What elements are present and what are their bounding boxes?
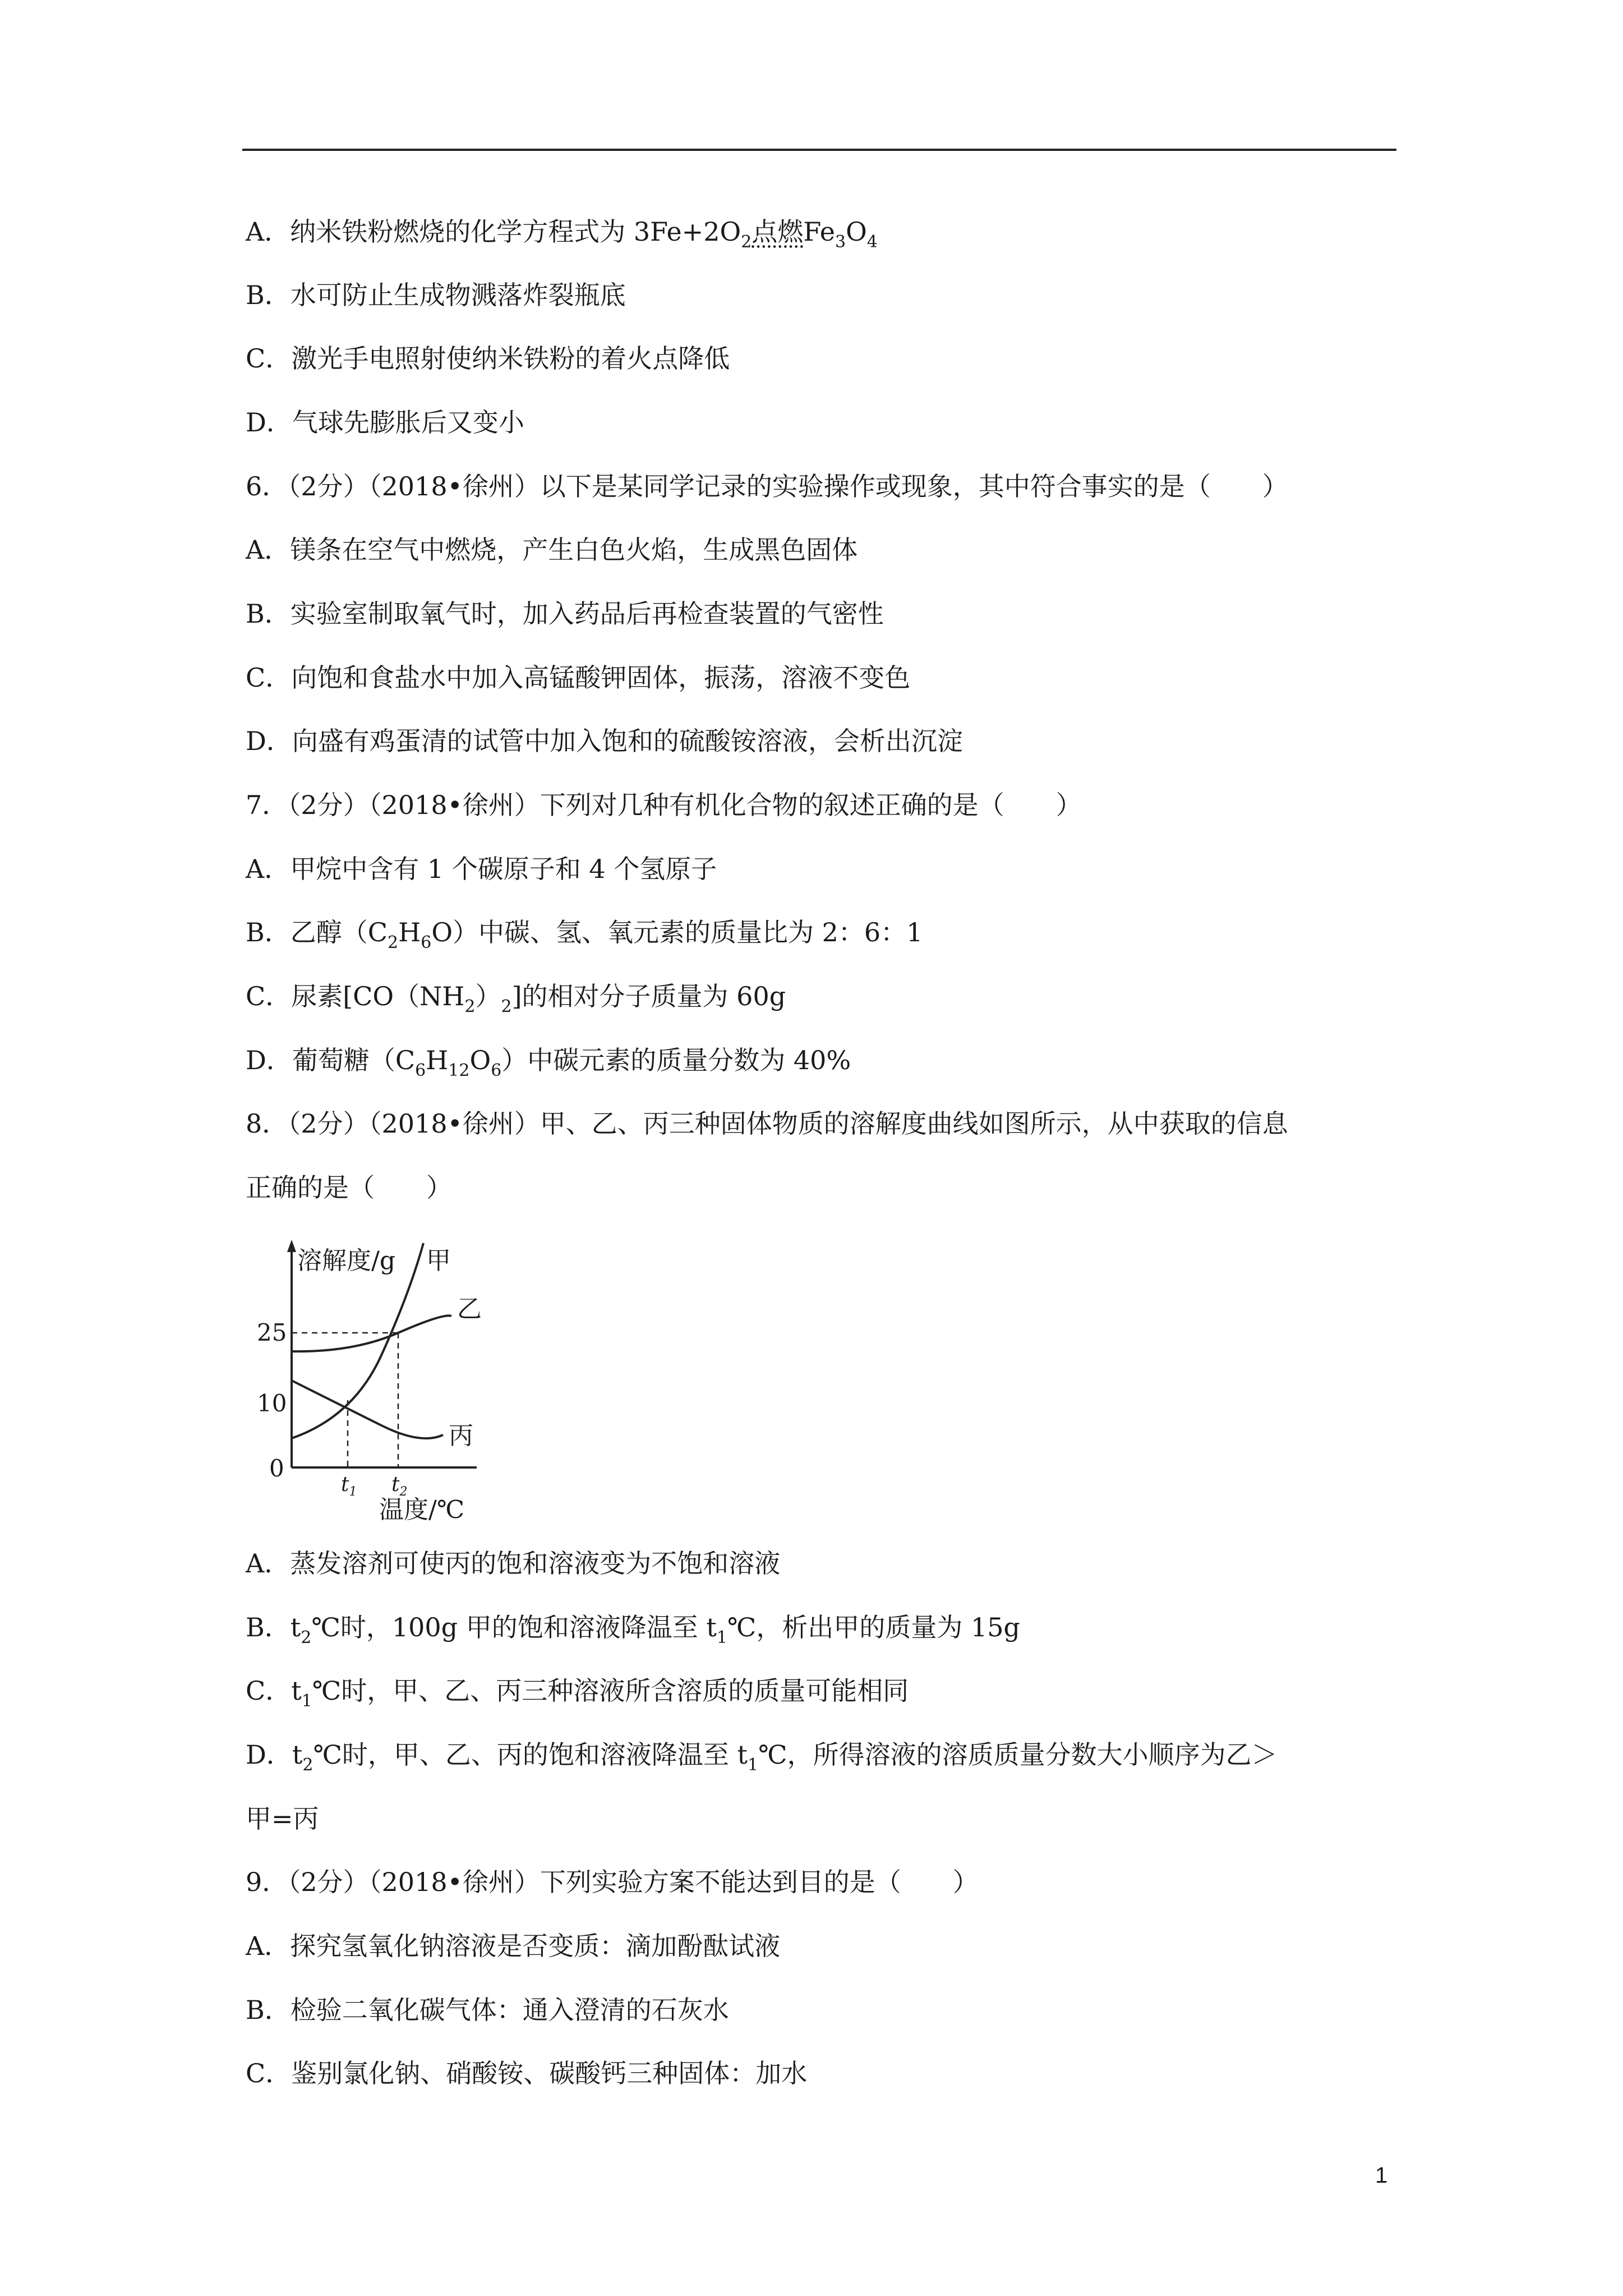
q8-option-a: A．蒸发溶剂可使丙的饱和溶液变为不饱和溶液 xyxy=(246,1548,781,1579)
tick-origin: 0 xyxy=(269,1455,284,1482)
q7-option-d: D．葡萄糖$(C_6H_{12}O_6)$中碳元素的质量分数为 40% xyxy=(246,1045,851,1080)
q8-stem-line2: 正确的是（ ） xyxy=(246,1172,452,1203)
q9-stem: 9．（2分）（2018•徐州）下列实验方案不能达到目的是（ ） xyxy=(246,1867,979,1897)
reaction-condition: 点燃 xyxy=(751,217,804,247)
q5-option-d: D．气球先膨胀后又变小 xyxy=(246,407,524,438)
x-axis-label: 温度/℃ xyxy=(379,1496,465,1524)
y-axis-label: 溶解度/g xyxy=(297,1246,395,1275)
label-bing: 丙 xyxy=(449,1421,473,1450)
y-axis-arrow xyxy=(287,1240,296,1252)
q6-option-a: A．镁条在空气中燃烧，产生白色火焰，生成黑色固体 xyxy=(246,535,858,565)
header-rule xyxy=(242,149,1396,151)
tick-10: 10 xyxy=(257,1389,287,1417)
q7-option-a: A．甲烷中含有 1 个碳原子和 4 个氢原子 xyxy=(246,854,717,884)
q8-option-b: B．$t_2℃$时，100g 甲的饱和溶液降温至 $t_1℃$，析出甲的质量为 15g xyxy=(246,1612,1020,1648)
q8-option-c: C．$t_1℃$时，甲、乙、丙三种溶液所含溶质的质量可能相同 xyxy=(246,1676,909,1711)
q5-option-b: B．水可防止生成物溅落炸裂瓶底 xyxy=(246,280,626,310)
q6-stem: 6．（2分）（2018•徐州）以下是某同学记录的实验操作或现象，其中符合事实的是（ ） xyxy=(246,471,1288,501)
q7-option-b: B．乙醇$(C_2H_6O)$中碳、氢、氧元素的质量比为 2：6：1 xyxy=(246,917,923,953)
page-number: 1 xyxy=(1375,2163,1388,2188)
q8-stem-line1: 8．（2分）（2018•徐州）甲、乙、丙三种固体物质的溶解度曲线如图所示，从中获取的信息 xyxy=(246,1108,1288,1139)
solubility-curve-figure xyxy=(241,1232,499,1524)
q6-option-d: D．向盛有鸡蛋清的试管中加入饱和的硫酸铵溶液，会析出沉淀 xyxy=(246,726,963,756)
q9-option-c: C．鉴别氯化钠、硝酸铵、碳酸钙三种固体：加水 xyxy=(246,2058,808,2088)
label-yi: 乙 xyxy=(457,1295,482,1323)
q8-option-d: D．$t_2℃$时，甲、乙、丙的饱和溶液降温至 $t_1℃$，所得溶液的溶质质量分数大小顺序为乙＞ xyxy=(246,1740,1278,1775)
q9-option-a: A．探究氢氧化钠溶液是否变质：滴加酚酞试液 xyxy=(246,1931,781,1961)
q6-option-b: B．实验室制取氧气时，加入药品后再检查装置的气密性 xyxy=(246,599,884,629)
label-jia: 甲 xyxy=(426,1246,451,1275)
solubility-curve-svg xyxy=(241,1232,499,1524)
q6-option-c: C．向饱和食盐水中加入高锰酸钾固体，振荡，溶液不变色 xyxy=(246,662,911,693)
q7-option-c: C．尿素$[CO(NH_2)_2]$的相对分子质量为 60g xyxy=(246,981,786,1016)
tick-t1: $t_1$ xyxy=(341,1473,357,1499)
q9-option-b: B．检验二氧化碳气体：通入澄清的石灰水 xyxy=(246,1995,729,2025)
q5-option-a: A．纳米铁粉燃烧的化学方程式为 $3Fe+2O_2$点燃$Fe_3O_4$ xyxy=(246,217,878,252)
tick-t2: $t_2$ xyxy=(391,1473,408,1499)
q8-option-d-continued: 甲=丙 xyxy=(246,1803,319,1834)
tick-25: 25 xyxy=(257,1319,287,1346)
q5-option-c: C．激光手电照射使纳米铁粉的着火点降低 xyxy=(246,343,730,374)
q7-stem: 7．（2分）（2018•徐州）下列对几种有机化合物的叙述正确的是（ ） xyxy=(246,790,1082,820)
